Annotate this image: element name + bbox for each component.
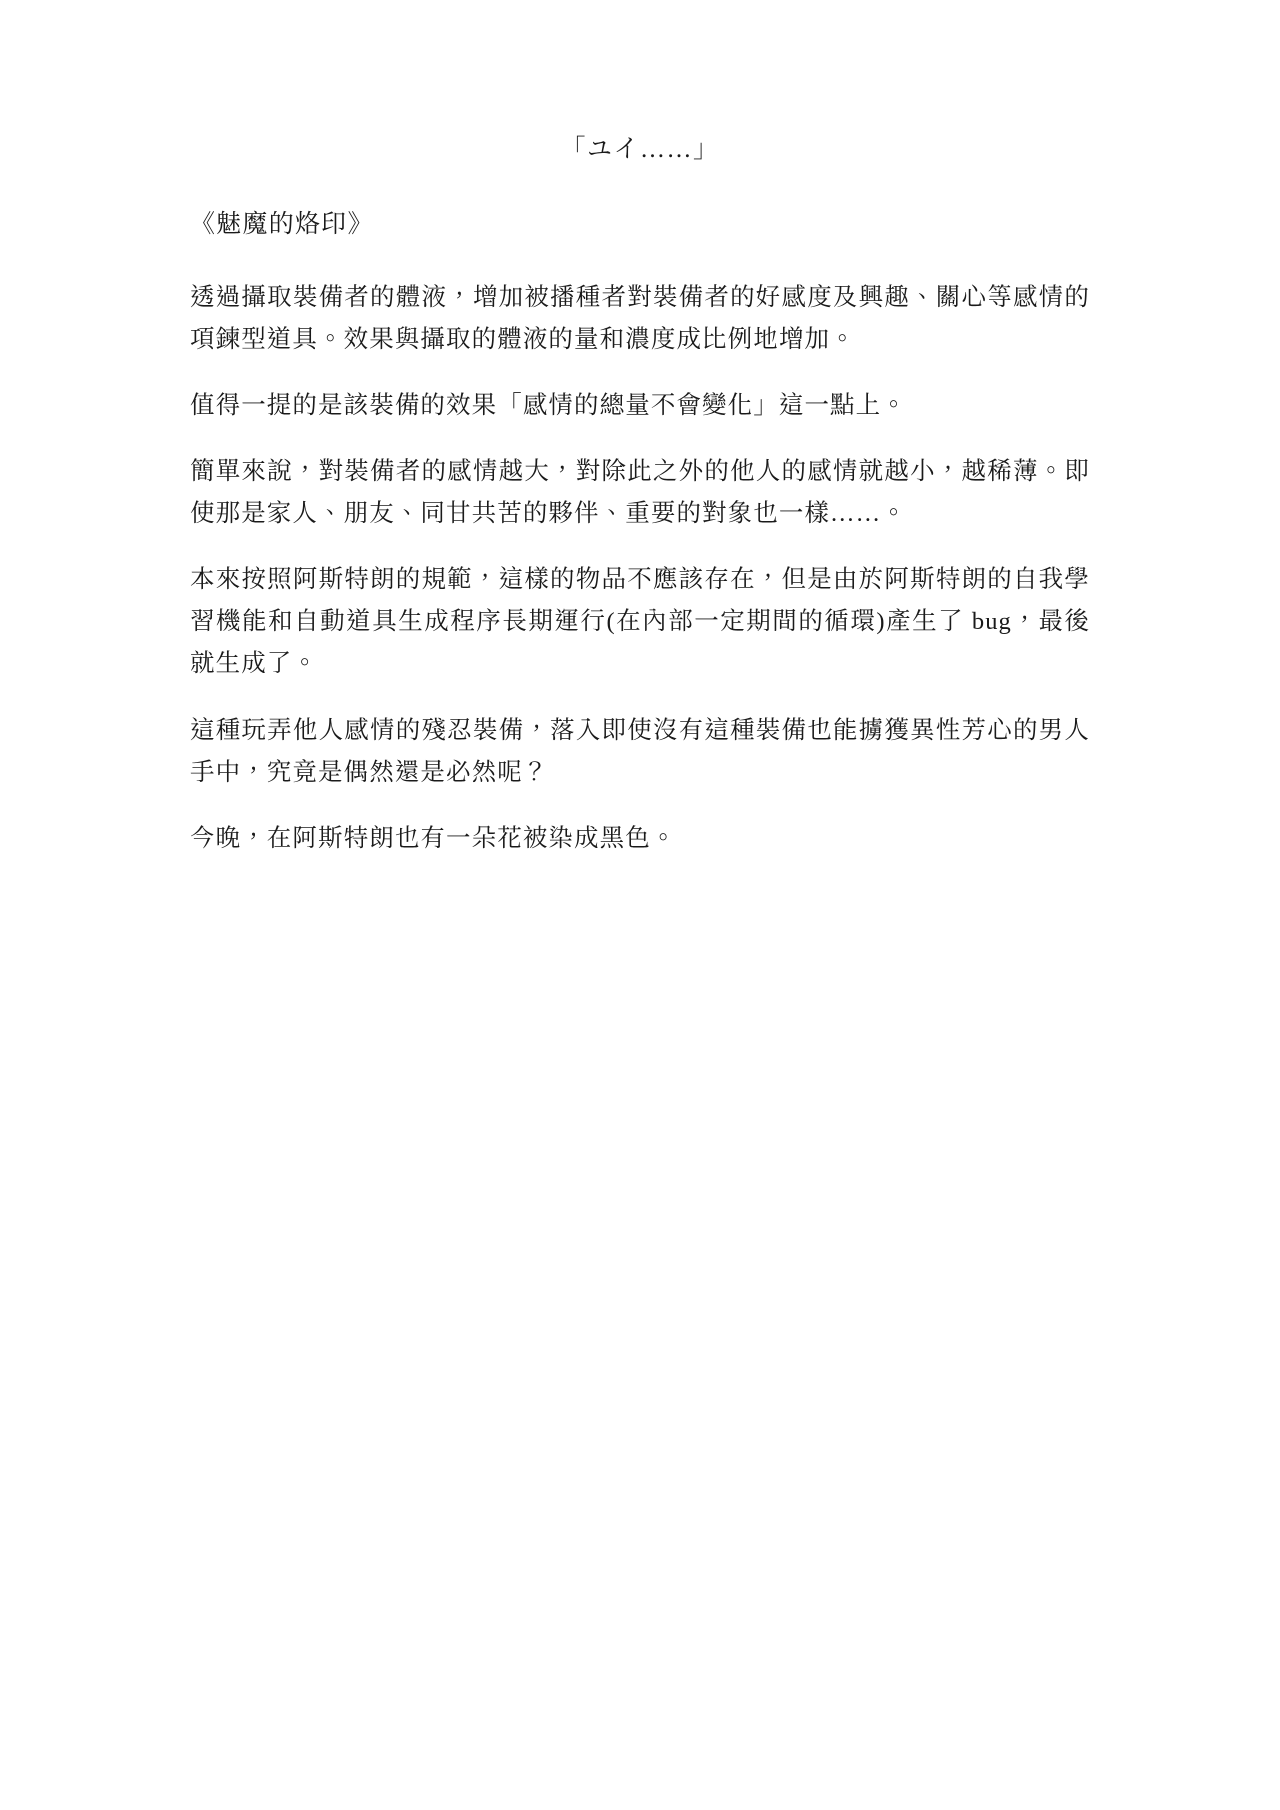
item-title: 《魅魔的烙印》 (190, 211, 374, 238)
paragraph: 這種玩弄他人感情的殘忍裝備，落入即使沒有這種裝備也能擄獲異性芳心的男人手中，究竟是偶然還是必然呢？ (190, 716, 1090, 786)
paragraph: 值得一提的是該裝備的效果「感情的總量不會變化」這一點上。 (190, 391, 907, 419)
paragraph: 透過攝取裝備者的體液，增加被播種者對裝備者的好感度及興趣、關心等感情的項鍊型道具。效果與攝取的體液的量和濃度成比例地增加。 (190, 283, 1090, 353)
paragraph: 今晚，在阿斯特朗也有一朵花被染成黑色。 (190, 824, 677, 852)
document-body (190, 130, 1090, 860)
page-title: 「ユイ……」 (560, 136, 720, 163)
paragraph: 簡單來說，對裝備者的感情越大，對除此之外的他人的感情就越小，越稀薄。即使那是家人、朋友、同甘共苦的夥伴、重要的對象也一樣……。 (190, 457, 1090, 527)
paragraph: 本來按照阿斯特朗的規範，這樣的物品不應該存在，但是由於阿斯特朗的自我學習機能和自動道具生成程序長期運行(在內部一定期間的循環)產生了 bug，最後就生成了。 (190, 566, 1090, 678)
